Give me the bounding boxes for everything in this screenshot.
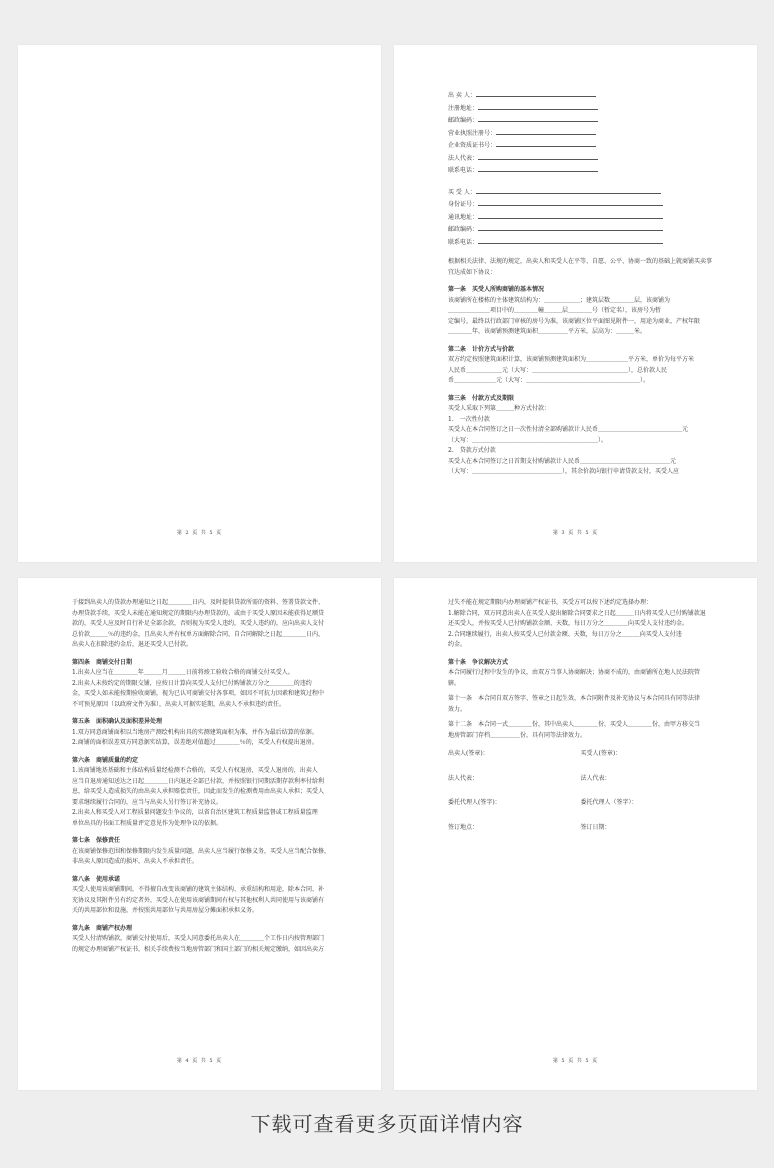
form-row	[448, 139, 713, 152]
text-line: 币＿＿＿＿＿＿＿元（大写：＿＿＿＿＿＿＿＿＿＿＿＿＿＿＿＿＿＿＿）。	[448, 377, 650, 384]
form-row	[448, 164, 713, 177]
text-line: 关的共用部位和设施，并按照共用部位与共用房屋分摊面积承担义务。	[72, 907, 259, 914]
watermark	[75, 206, 113, 247]
intro-paragraph: 根据相关法律、法规的规定，出卖人和买受人在平等、自愿、公平、协商一致的基础上就商铺买卖事宜达成如下协议：	[448, 258, 713, 276]
text-line: 约金。	[448, 641, 467, 648]
preview-caption: 下载可查看更多页面详情内容	[250, 1112, 524, 1136]
article-1-title: 第一条 买受人所购商铺的基本情况	[448, 286, 545, 293]
page-body	[72, 598, 337, 955]
signature-row	[448, 798, 713, 809]
fill-line	[478, 223, 663, 231]
text-line: ＿＿＿＿年，该商铺预测建筑面积＿＿＿＿＿平方米，层高为：＿＿＿米。	[448, 328, 647, 335]
article-10-title: 第十条 争议解决方式	[448, 658, 509, 666]
field-label: 身份证号：	[448, 201, 479, 208]
article-2-title: 第二条 计价方式与价款	[448, 345, 515, 353]
fill-line	[478, 164, 598, 172]
page-footer: 第 3 页 共 5 页	[552, 530, 599, 536]
form-row	[448, 152, 713, 165]
text-line: 单位出具的书面工程质量评定意见作为处理争议的依据。	[72, 819, 223, 827]
page-body	[448, 89, 713, 478]
text-line: 1. 一次性付款	[448, 415, 490, 423]
text-line: 1.双方同意商铺面积以当地房产测绘机构出具的实测建筑面积为准，并作为最后结算的依据。	[72, 728, 318, 736]
text-line: 2. 贷款方式付款	[448, 447, 496, 454]
fill-line	[478, 198, 663, 206]
article-11-text: 第十一条 本合同自双方签字、签章之日起生效，本合同附件及补充协议与本合同具有同等法律	[448, 695, 701, 702]
field-label: 联系电话：	[448, 167, 479, 174]
text-line: 2.出卖人和买受人对工程质量问题发生争议的，以省自治区建筑工程质量监督或工程质量监理	[72, 809, 318, 816]
signature-label: 买受人(签章)：	[580, 750, 622, 757]
signature-label: 签订日期：	[580, 823, 611, 831]
form-row	[448, 102, 713, 115]
text-line: 地房管部门存档＿＿＿＿＿份，具有同等法律效力。	[448, 731, 587, 739]
fill-line	[478, 152, 598, 160]
signature-label: 法人代表：	[448, 774, 479, 782]
text-line: 要求继续履行合同的，应当与出卖人另行签订补充协议。	[72, 798, 223, 806]
signature-row	[448, 774, 713, 785]
signature-label: 出卖人(签章)：	[448, 750, 489, 757]
text-line: 辖。	[448, 679, 461, 687]
fill-line	[496, 127, 596, 135]
text-line: 于接到出卖人的贷款办理通知之日起＿＿＿＿日内，及时提供贷款所需的资料、签署贷款文件、	[72, 599, 325, 606]
text-line: 1.出卖人应当在＿＿＿＿年＿＿＿月＿＿＿日前将竣工验收合格的商铺交付买受人。	[72, 669, 294, 676]
form-row	[448, 127, 713, 140]
text-line: 不可预见原因（以政府文件为准），出卖人可据实延期，出卖人不承担违约责任。	[72, 700, 286, 708]
field-label: 邮政编码：	[448, 226, 479, 233]
signature-label: 签订地点：	[448, 823, 479, 831]
page-footer: 第 2 页 共 5 页	[176, 530, 223, 536]
field-label: 企业资质证书号：	[448, 142, 497, 149]
text-line: 办理贷款手续，买受人未能在通知规定的期限内办理贷款的，或由于买受人原因未能获得足额贷	[72, 609, 325, 617]
fill-line	[476, 89, 596, 97]
field-label: 法人代表：	[448, 154, 479, 162]
article-7-title: 第七条 保修责任	[72, 837, 121, 844]
seller-info-block	[448, 89, 713, 177]
text-line: （大写：＿＿＿＿＿＿＿＿＿＿＿＿＿＿＿＿＿＿＿＿＿）。	[448, 436, 608, 444]
text-line: 的规定办理商铺产权证书，相关手续费按当地房管部门和国土部门的相关规定缴纳，如因出卖方	[72, 945, 325, 953]
text-line: 充协议及其附件另有约定者外，买受人在使用该商铺期间有权与其他权利人共同使用与该商铺有	[72, 896, 325, 904]
text-line: 人民币＿＿＿＿＿＿元（大写：＿＿＿＿＿＿＿＿＿＿＿＿＿＿＿＿），总价款人民	[448, 366, 668, 374]
text-line: 2.合同继续履行，出卖人按买受人已付款金额、天数，每日万分之＿＿＿向买受人支付违	[448, 630, 682, 638]
text-line: 息，给买受人造成损失的由出卖人承担赔偿责任，因此而发生的检测费用由出卖人承担；买受人	[72, 788, 325, 795]
article-12-text: 第十二条 本合同一式＿＿＿＿份，其中出卖人＿＿＿＿份，买受人＿＿＿＿份，由甲方移交当	[448, 721, 701, 728]
text-line: 金，买受人如未能按期验收商铺，视为已认可商铺交付各事项，如因不可抗力因素和建筑过程中	[72, 690, 325, 697]
field-label: 联系电话：	[448, 238, 479, 246]
text-line: 效力。	[448, 705, 467, 713]
document-page-2	[18, 45, 381, 562]
text-line: （大写：＿＿＿＿＿＿＿＿＿＿＿＿＿＿＿），其余价款向银行申请贷款支付，买受人应	[448, 468, 680, 475]
article-5-title: 第五条 面积确认及面积差异处理	[72, 718, 163, 725]
field-label: 出 卖 人：	[448, 92, 476, 99]
text-line: ＿＿＿＿＿＿＿项目中的＿＿＿＿幢＿＿＿层＿＿＿＿号（暂定名），该房号为暂	[448, 307, 662, 314]
fill-line	[478, 102, 598, 110]
text-line: 买受人付清购铺款，商铺交付使用后，买受人同意委托出卖人在＿＿＿＿个工作日内按管理部门	[72, 935, 325, 942]
text-line: 买受人采取下列第＿＿＿种方式付款：	[448, 405, 551, 412]
field-label: 邮政编码：	[448, 117, 479, 124]
text-line: 在该商铺保修范围和保修期限内发生质量问题，出卖人应当履行保修义务，买受人应当配合保修，	[72, 847, 331, 855]
page-footer: 第 5 页 共 5 页	[552, 1058, 599, 1064]
article-3-title: 第三条 付款方式及期限	[448, 394, 515, 402]
form-row	[448, 186, 713, 199]
form-row	[448, 198, 713, 211]
page-footer: 第 4 页 共 5 页	[176, 1058, 223, 1064]
signature-label: 委托代理人（签字）：	[580, 799, 638, 806]
fill-line	[478, 211, 663, 219]
signature-row	[448, 823, 713, 834]
buyer-info-block	[448, 186, 713, 249]
field-label: 注册地址：	[448, 104, 479, 112]
text-line: 款的，买受人应及时自行补足全部余款，否则视为买受人违约，买受人违约的，应向出卖人支付	[72, 620, 325, 627]
text-line: 2.出卖人未按约定的期限交铺，应按日计算向买受人支付已付购铺款万分之＿＿＿＿的违约	[72, 679, 312, 687]
document-page-5	[394, 578, 757, 1090]
text-line: 2.商铺的面积误差双方同意据实结算，误差绝对值超过＿＿＿＿％的，买受人有权提出退房。	[72, 739, 318, 746]
field-label: 通讯地址：	[448, 213, 479, 221]
signature-row	[448, 749, 713, 760]
signature-label: 法人代表：	[580, 774, 611, 782]
document-page-4	[18, 578, 381, 1090]
article-6-title: 第六条 商铺质量的约定	[72, 756, 139, 764]
text-line: 非出卖人原因造成的损坏，出卖人不承担责任。	[72, 858, 199, 865]
article-4-title: 第四条 商铺交付日期	[72, 658, 133, 666]
text-line: 买受人在本合同签订之日一次性付清全部购铺款计人民币＿＿＿＿＿＿＿＿＿＿＿＿＿＿元	[448, 426, 689, 433]
form-row	[448, 89, 713, 102]
signature-label: 委托代理人(签字)：	[448, 799, 501, 806]
article-9-title: 第九条 商铺产权办理	[72, 924, 133, 932]
text-line: 买受人在本合同签订之日首期支付购铺款计人民币＿＿＿＿＿＿＿＿＿＿＿＿＿＿＿元	[448, 457, 677, 465]
text-line: 定编号，最终以行政部门审核的房号为准，该商铺区位平面图见附件一，用途为商业，产权年限	[448, 317, 701, 325]
text-line: 买受人使用该商铺期间，不得擅自改变该商铺的建筑主体结构、承重结构和用途，除本合同、补	[72, 886, 325, 893]
text-line: 1.解除合同，双方同意出卖人在买受人提出解除合同要求之日起＿＿＿日内将买受人已付购铺款退	[448, 609, 706, 617]
form-row	[448, 236, 713, 249]
fill-line	[496, 139, 596, 147]
text-line: 还买受人，并按买受人已付购铺款金额、天数，每日万分之＿＿＿＿向买受人支付违约金。	[448, 620, 689, 627]
text-line: 1.该商铺地基基础和主体结构质量经检测不合格的，买受人有权退房，买受人退房的，出卖人	[72, 767, 318, 774]
field-label: 营业执照注册号：	[448, 129, 497, 137]
page-body	[448, 598, 713, 833]
fill-line	[478, 236, 663, 244]
text-line: 过失不能在规定期限内办理商铺产权证书，买受方可以按下述约定选择办理：	[448, 599, 653, 606]
text-line: 该商铺所在楼栋的主体建筑结构为：＿＿＿＿＿＿；建筑层数＿＿＿＿层，该商铺为	[448, 296, 671, 304]
fill-line	[476, 186, 661, 194]
text-line: 双方约定按照建筑面积计算，该商铺预测建筑面积为＿＿＿＿＿＿＿平方米，单价为每平方米	[448, 356, 695, 363]
text-line: 出卖人在扣除违约金后，退还买受人已付款。	[72, 641, 193, 648]
form-row	[448, 211, 713, 224]
signature-block	[448, 749, 713, 833]
form-row	[448, 223, 713, 236]
fill-line	[478, 114, 598, 122]
form-row	[448, 114, 713, 127]
text-line: 本合同履行过程中发生的争议，由双方当事人协商解决；协商不成的，由商铺所在地人民法院管	[448, 669, 701, 676]
field-label: 买 受 人：	[448, 188, 476, 196]
text-line: 总价款＿＿＿％的违约金，且出卖人并有权单方面解除合同，自合同解除之日起＿＿＿＿日内，	[72, 630, 325, 638]
article-8-title: 第八条 使用承诺	[72, 875, 121, 883]
text-line: 应当自退房通知送达之日起＿＿＿＿日内退还全部已付款，并按照银行同期活期存款利率付给利	[72, 777, 325, 785]
document-page-3	[394, 45, 757, 562]
